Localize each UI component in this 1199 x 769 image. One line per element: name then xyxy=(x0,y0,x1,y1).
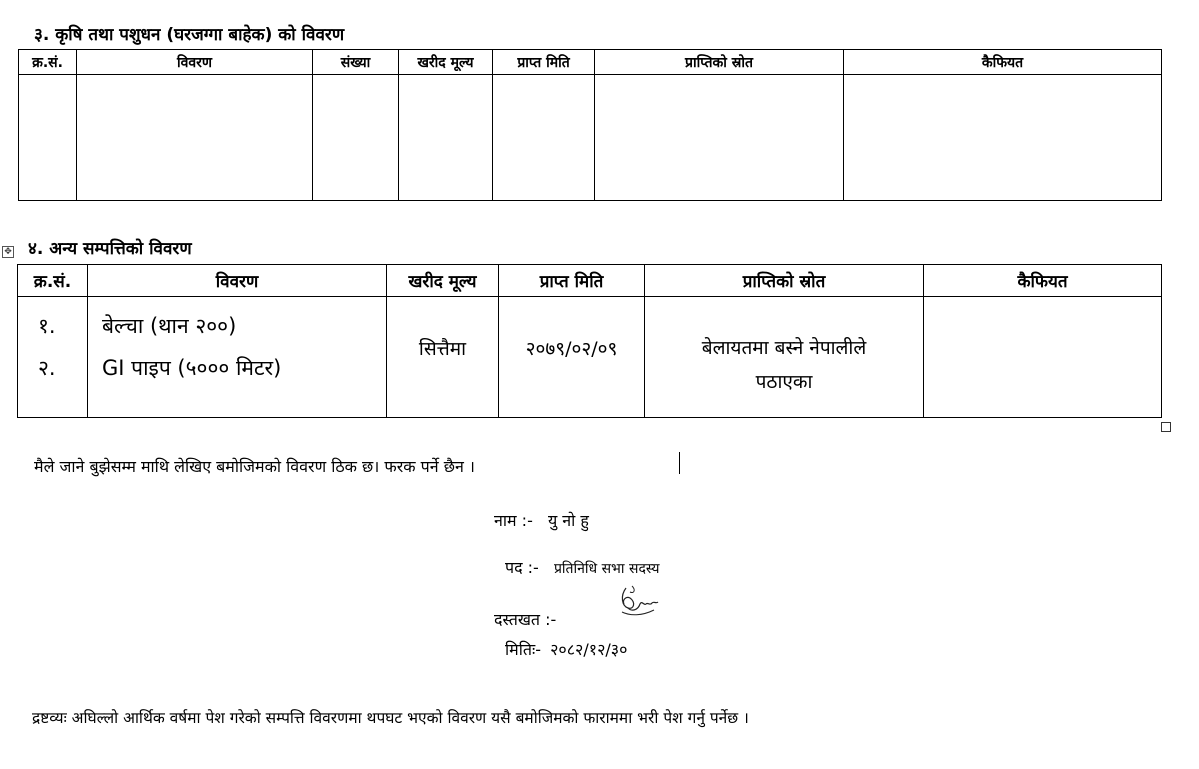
sn-2: २. xyxy=(38,356,56,380)
header-remarks: कैफियत xyxy=(924,265,1162,297)
text-cursor xyxy=(679,452,680,474)
agriculture-table xyxy=(18,49,1162,201)
item-1: बेल्चा (थान २००) xyxy=(102,314,237,338)
table-cell-source[interactable] xyxy=(645,297,924,418)
post-value: प्रतिनिधि सभा सदस्य xyxy=(553,561,660,577)
item-2: GI पाइप (५००० मिटर) xyxy=(102,356,282,380)
signature-label: दस्तखत :- xyxy=(494,610,557,629)
table-row xyxy=(18,297,1162,418)
table-cell[interactable] xyxy=(19,75,77,201)
price-value: सित्तैमा xyxy=(418,338,467,360)
table-header-row xyxy=(18,265,1162,297)
header-purchase-price: खरीद मूल्य xyxy=(387,265,499,297)
header-received-date: प्राप्त मिति xyxy=(499,265,645,297)
header-quantity: संख्या xyxy=(313,50,399,75)
table-cell[interactable] xyxy=(313,75,399,201)
name-label: नाम :- xyxy=(494,511,533,530)
table-resize-handle-icon[interactable] xyxy=(1161,422,1171,432)
table-cell[interactable] xyxy=(399,75,493,201)
date-value: २०८२/१२/३० xyxy=(550,640,628,659)
declaration-text: मैले जाने बुझेसम्म माथि लेखिए बमोजिमको विवरण ठिक छ। फरक पर्ने छैन । xyxy=(34,457,475,476)
table-cell[interactable] xyxy=(77,75,313,201)
table-cell[interactable] xyxy=(844,75,1162,201)
table-cell-sn[interactable] xyxy=(18,297,88,418)
header-sn: क्र.सं. xyxy=(19,50,77,75)
other-assets-table xyxy=(17,264,1162,418)
header-sn: क्र.सं. xyxy=(18,265,88,297)
header-source: प्राप्तिको स्रोत xyxy=(595,50,844,75)
table-cell-price[interactable] xyxy=(387,297,499,418)
post-label: पद :- xyxy=(505,558,539,577)
header-purchase-price: खरीद मूल्य xyxy=(399,50,493,75)
header-source: प्राप्तिको स्रोत xyxy=(645,265,924,297)
source-line-2: पठाएका xyxy=(755,371,813,393)
table-move-handle-icon[interactable]: ✥ xyxy=(2,246,14,258)
section3-title: ३. कृषि तथा पशुधन (घरजग्गा बाहेक) को विवरण xyxy=(34,25,345,45)
source-line-1: बेलायतमा बस्ने नेपालीले xyxy=(701,337,867,359)
signature-image xyxy=(614,582,662,622)
table-row xyxy=(19,75,1162,201)
table-cell-description[interactable] xyxy=(88,297,387,418)
note-text: द्रष्टव्यः अघिल्लो आर्थिक वर्षमा पेश गरेको सम्पत्ति विवरणमा थपघट भएको विवरण यसै बमोजिमको फाराममा भरी पेश गर्नु पर्नेछ । xyxy=(32,709,749,727)
table-header-row xyxy=(19,50,1162,75)
header-received-date: प्राप्त मिति xyxy=(493,50,595,75)
sn-1: १. xyxy=(38,314,56,338)
table-cell-date[interactable] xyxy=(499,297,645,418)
header-description: विवरण xyxy=(77,50,313,75)
date-label: मितिः- xyxy=(505,640,541,659)
section4-title: ४. अन्य सम्पत्तिको विवरण xyxy=(28,239,192,259)
table-cell[interactable] xyxy=(493,75,595,201)
header-description: विवरण xyxy=(88,265,387,297)
table-cell-remarks[interactable] xyxy=(924,297,1162,418)
table-cell[interactable] xyxy=(595,75,844,201)
date-value: २०७९/०२/०९ xyxy=(525,338,618,360)
name-value: यु नो हु xyxy=(547,511,589,530)
header-remarks: कैफियत xyxy=(844,50,1162,75)
